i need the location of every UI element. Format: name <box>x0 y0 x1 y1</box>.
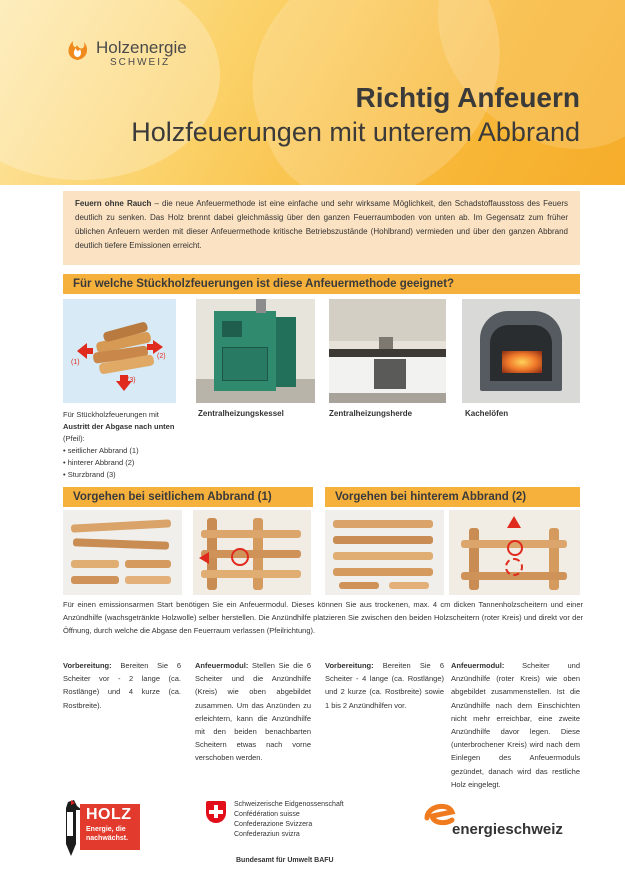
intro-lead: Feuern ohne Rauch <box>75 199 152 208</box>
caption-boiler: Zentralheizungskessel <box>198 409 284 418</box>
wood-logs-photo-rear <box>325 510 444 595</box>
holz-tagline-1: Energie, die <box>86 826 126 833</box>
boiler-photo <box>196 299 315 403</box>
flame-logo-icon <box>64 36 90 62</box>
intro-text: – die neue Anfeuermethode ist eine einfache und sehr wirksame Möglichkeit, den Schadstoffausstoss des Feuers deutlich zu senken. Das Holz brennt dabei gleichmässig über den ganzen Feuerraumboden von unten ab. Im Gegensatz zum früher üblichen Anfeuern werden mit dieser Anfeuermethode kritische Betriebszustände (Hohlbrand) vermieden und über den ganzen Abbrand deutlich tiefere Emissionen erreicht. <box>75 199 568 250</box>
section-heading-suitable: Für welche Stückholzfeuerungen ist diese Anfeuermethode geeignet? <box>63 274 580 294</box>
woodpecker-icon <box>62 800 82 856</box>
column-lead: Vorbereitung: <box>325 661 374 670</box>
energieschweiz-name: energieschweiz <box>452 821 563 838</box>
bafu-label: Bundesamt für Umwelt BAFU <box>236 857 334 864</box>
secondary-ignition-circle-icon <box>505 558 523 576</box>
list-item: • Sturzbrand (3) <box>63 469 183 481</box>
brand-name: Holzenergie <box>96 38 187 57</box>
instructions-paragraph: Für einen emissionsarmen Start benötigen Sie ein Anfeuermodul. Dieses können Sie aus trockenen, max. 4 cm dicken Tannenholzscheitern und einer Anzündhilfe (wachsgetränkte Holzwolle) selber herstellen. Die Anzündhilfe platzieren Sie zwischen den beiden Holzscheitern (roter Kreis) und direkt vor der Öffnung, durch welche die Abgase den Feuerraum verlassen (Pfeilrichtung). <box>63 600 583 635</box>
holz-tagline-2: nachwächst. <box>86 835 129 842</box>
caption-cooker: Zentralheizungsherde <box>329 409 413 418</box>
page-subtitle: Holzfeuerungen mit unterem Abbrand <box>131 117 580 147</box>
column-rear-module <box>451 659 580 791</box>
abbrand-list <box>63 445 183 481</box>
section-heading-rear: Vorgehen bei hinterem Abbrand (2) <box>325 487 580 507</box>
confederation-line: Confederazione Svizzera <box>234 821 313 828</box>
confederation-names <box>234 800 344 840</box>
section-heading-side: Vorgehen bei seitlichem Abbrand (1) <box>63 487 313 507</box>
desc-bold: Austritt der Abgase nach unten <box>63 422 175 431</box>
desc-post: (Pfeil): <box>63 434 85 443</box>
abbrand-diagram <box>63 299 176 403</box>
wood-logs-photo-side <box>63 510 182 595</box>
intro-box <box>63 191 580 265</box>
arrow-left-icon <box>199 552 209 564</box>
column-side-preparation <box>63 659 181 712</box>
diagram-label-3: (3) <box>127 377 136 384</box>
list-item: • hinterer Abbrand (2) <box>63 457 183 469</box>
column-lead: Vorbereitung: <box>63 661 112 670</box>
diagram-label-1: (1) <box>71 359 80 366</box>
ignition-circle-icon <box>231 548 249 566</box>
swiss-cross-icon <box>206 801 226 823</box>
wood-stack-diagram-icon <box>63 299 176 403</box>
column-lead: Anfeuermodul: <box>451 661 505 670</box>
column-side-module <box>195 659 311 765</box>
caption-tiled-stove: Kachelöfen <box>465 409 509 418</box>
arrow-up-icon <box>507 516 521 528</box>
fire-module-photo-side <box>193 510 311 595</box>
fire-module-photo-rear <box>449 510 580 595</box>
tiled-stove-photo <box>462 299 580 403</box>
column-text: Bereiten Sie 6 Scheiter - 4 lange (ca. Rostlänge) und 2 kurze (ca. Rostbreite) sowie 1 bis 2 Anzündhilfen vor. <box>325 661 444 710</box>
header-banner <box>0 0 625 185</box>
confederation-line: Schweizerische Eidgenossenschaft <box>234 801 344 808</box>
column-text: Stellen Sie die 6 Scheiter und die Anzündhilfe (Kreis) wie oben abgebildet zusammen. Um das Anzünden zu erleichtern, kann die Anzündhilfe mit den beiden benachbarten Scheitern etwas nach vorne verschoben werden. <box>195 661 311 763</box>
column-text: Bereiten Sie 6 Scheiter vor - 2 lange (ca. Rostlänge) und 4 kurze (ca. Rostbreite). <box>63 661 181 710</box>
column-rear-preparation <box>325 659 444 712</box>
confederation-line: Confederaziun svizra <box>234 831 300 838</box>
column-lead: Anfeuermodul: <box>195 661 249 670</box>
flame-decoration <box>0 0 220 180</box>
furnace-type-description <box>63 409 183 481</box>
diagram-label-2: (2) <box>157 353 166 360</box>
list-item: • seitlicher Abbrand (1) <box>63 445 183 457</box>
cooker-photo <box>329 299 446 403</box>
ignition-circle-icon <box>507 540 523 556</box>
confederation-line: Confédération suisse <box>234 811 300 818</box>
holz-title: HOLZ <box>86 806 132 823</box>
holz-logo <box>62 800 142 856</box>
desc-pre: Für Stückholzfeuerungen mit <box>63 410 159 419</box>
column-text: Scheiter und Anzündhilfe (roter Kreis) wie oben abgebildet zusammenstellen. Ist die Anzündhilfe nach dem Einschichten nicht mehr erreichbar, eine zweite Anzündhilfe davor legen. Diese (unterbrochener Kreis) wird nach dem Einlegen des Anfeuermoduls gezündet, danach wird das restliche Holz eingelegt. <box>451 661 580 789</box>
brand-subtitle: SCHWEIZ <box>110 57 171 68</box>
page-title: Richtig Anfeuern <box>355 82 580 113</box>
